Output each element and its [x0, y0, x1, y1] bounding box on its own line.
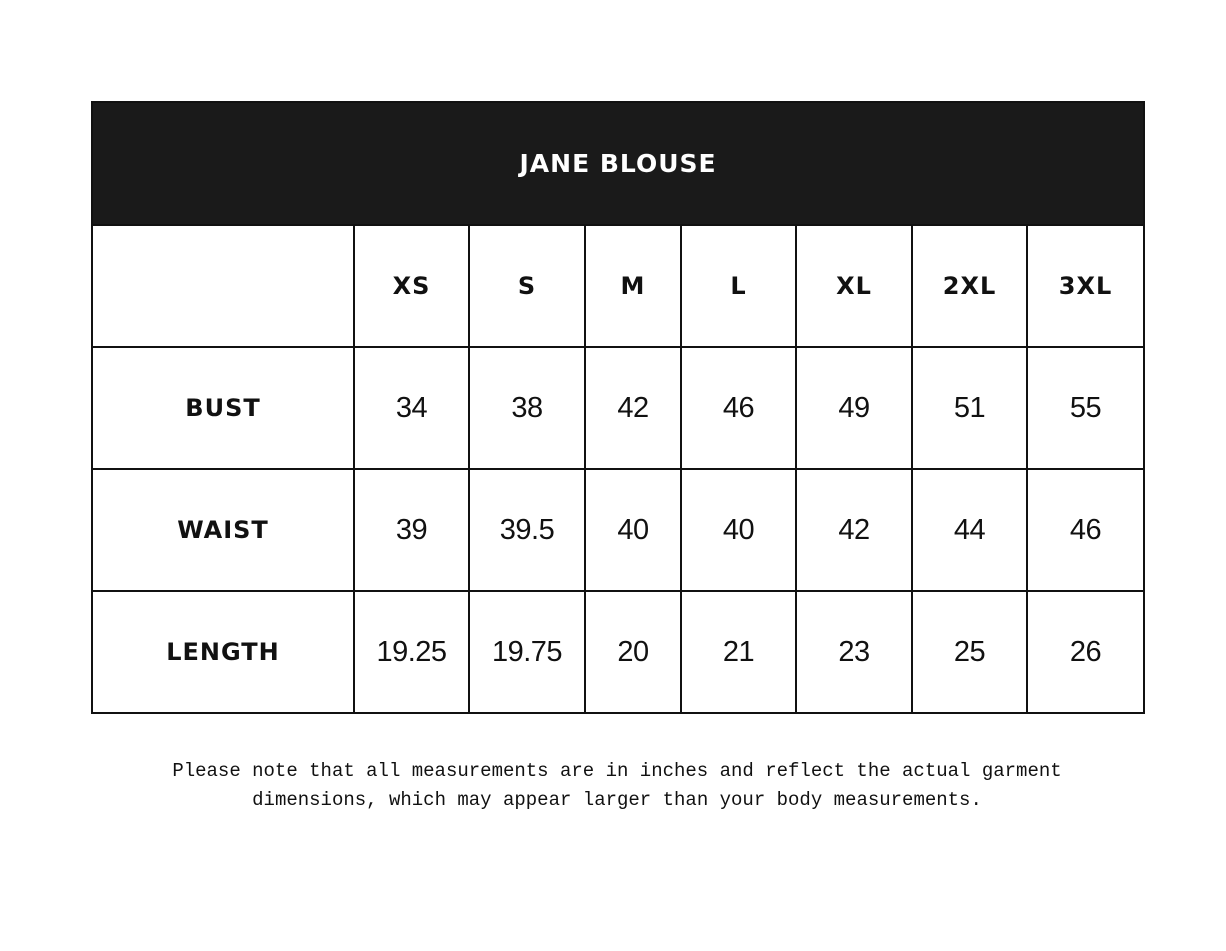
- measurement-note-line-1: Please note that all measurements are in inches and reflect the actual garment: [172, 760, 1062, 782]
- corner-cell: [92, 225, 354, 347]
- size-header-s: S: [469, 225, 585, 347]
- size-header-m: M: [585, 225, 681, 347]
- table-cell: 40: [585, 469, 681, 591]
- table-cell: 20: [585, 591, 681, 713]
- measurement-note-line-2: dimensions, which may appear larger than your body measurements.: [252, 789, 982, 811]
- table-cell: 25: [912, 591, 1027, 713]
- row-label-bust: BUST: [92, 347, 354, 469]
- table-row-waist: [92, 469, 1144, 591]
- table-cell: 42: [796, 469, 912, 591]
- table-row-length: [92, 591, 1144, 713]
- chart-title: JANE BLOUSE: [92, 102, 1144, 225]
- table-cell: 38: [469, 347, 585, 469]
- table-cell: 19.25: [354, 591, 469, 713]
- table-cell: 34: [354, 347, 469, 469]
- size-header-row: [92, 225, 1144, 347]
- size-header-l: L: [681, 225, 796, 347]
- table-cell: 42: [585, 347, 681, 469]
- row-label-waist: WAIST: [92, 469, 354, 591]
- table-cell: 21: [681, 591, 796, 713]
- size-header-3xl: 3XL: [1027, 225, 1144, 347]
- table-cell: 46: [681, 347, 796, 469]
- row-label-length: LENGTH: [92, 591, 354, 713]
- table-cell: 26: [1027, 591, 1144, 713]
- table-row-bust: [92, 347, 1144, 469]
- size-header-xl: XL: [796, 225, 912, 347]
- table-cell: 55: [1027, 347, 1144, 469]
- size-header-xs: XS: [354, 225, 469, 347]
- table-cell: 39.5: [469, 469, 585, 591]
- table-cell: 44: [912, 469, 1027, 591]
- table-cell: 46: [1027, 469, 1144, 591]
- measurement-note: [91, 757, 1143, 815]
- size-header-2xl: 2XL: [912, 225, 1027, 347]
- size-chart-table: [91, 101, 1145, 714]
- table-cell: 49: [796, 347, 912, 469]
- table-cell: 40: [681, 469, 796, 591]
- table-cell: 39: [354, 469, 469, 591]
- table-cell: 19.75: [469, 591, 585, 713]
- table-cell: 23: [796, 591, 912, 713]
- title-row: [92, 102, 1144, 225]
- table-cell: 51: [912, 347, 1027, 469]
